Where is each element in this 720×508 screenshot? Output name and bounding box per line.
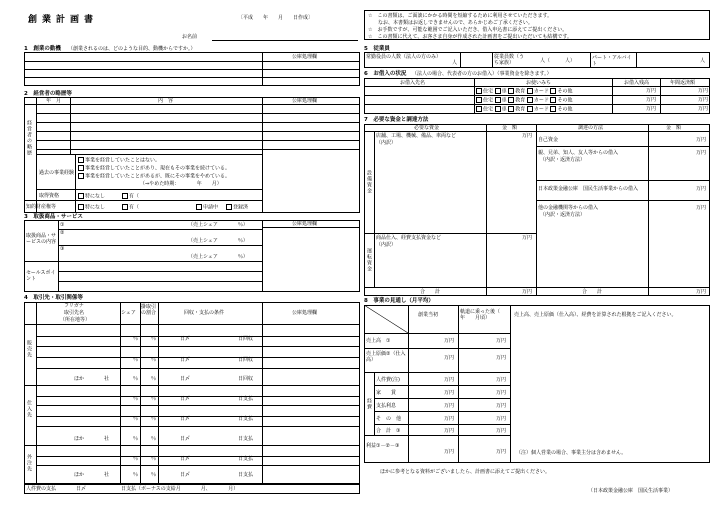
outlook-after-value[interactable]: 万円 xyxy=(496,428,507,434)
capex-label: 設備資金 xyxy=(366,170,372,194)
outlook-row-label: 家 賃 xyxy=(376,390,397,396)
checkbox-icon[interactable] xyxy=(476,97,482,103)
partner-ratio-header: 掛取引の割合 xyxy=(141,304,157,316)
loan-use-row[interactable]: 住宅 車 教育 カード その他 xyxy=(476,97,572,104)
cond-pay[interactable]: 日回収 xyxy=(238,357,254,363)
outlook-start-value[interactable]: 万円 xyxy=(444,355,455,361)
capex-detail: （内訳） xyxy=(376,140,397,146)
partner-office-header: 公庫処理欄 xyxy=(292,310,318,316)
outlook-start-value[interactable]: 万円 xyxy=(444,449,455,455)
family-loan-label: 親、兄弟、知人、友人等からの借入 xyxy=(538,150,619,156)
header-diagonal xyxy=(364,305,408,333)
capex-amount[interactable]: 万円 xyxy=(522,133,533,139)
outlook-after-value[interactable]: 万円 xyxy=(496,403,507,409)
balance-header: お借入残高 xyxy=(624,80,650,86)
ip-none[interactable]: 特になし xyxy=(78,204,105,211)
outlook-after-value[interactable]: 万円 xyxy=(496,377,507,383)
need-amount-header: 金 額 xyxy=(502,125,518,131)
note-line: なお、本書類はお返しできませんので、あらかじめご了承ください。 xyxy=(368,20,533,26)
cond-pay[interactable]: 日支払 xyxy=(238,436,254,442)
ip-label: 知的財産権等 xyxy=(26,204,57,210)
cond-close[interactable]: 日〆 xyxy=(180,376,191,382)
outlook-after-value[interactable]: 万円 xyxy=(496,355,507,361)
officer-count-label: 常勤役員の人数（法人の方のみ） xyxy=(366,54,442,60)
ip-pending[interactable]: 申請中 xyxy=(196,204,218,211)
outlook-start-value[interactable]: 万円 xyxy=(444,338,455,344)
expense-side-label: 経費 xyxy=(366,398,372,410)
outlook-row-label: 売上高 ① xyxy=(366,338,391,344)
share-pct[interactable]: ％ xyxy=(133,416,139,422)
section-7-title: 7 必要な資金と調達方法 xyxy=(364,117,429,123)
source-total-label: 合 計 xyxy=(582,289,603,295)
cond-pay[interactable]: 日支払 xyxy=(238,396,254,402)
opex-desc: 商品仕入、経費支払資金など xyxy=(376,235,442,241)
partner-loc-header: （所在地等） xyxy=(60,317,91,323)
section-6-subtitle: （法人の場合、代表者の方のお借入）（事業資金を除きます。） xyxy=(412,71,552,77)
outsource-group-label: 外注先 xyxy=(26,454,32,472)
product-content-label: 取扱商品・サービスの内容 xyxy=(26,233,57,245)
other-bank-loan-detail: （内訳・返済方法） xyxy=(540,212,586,218)
ratio-pct[interactable]: ％ xyxy=(151,336,157,342)
staff-count-unit[interactable]: 人（ 人） xyxy=(540,58,576,64)
sales-point-label: セールスポイント xyxy=(26,270,56,282)
partner-cond-header: 回収・支払の条件 xyxy=(184,310,225,316)
product-share-3[interactable]: （売上シェア ％） xyxy=(188,254,248,260)
cond-pay[interactable]: 日回収 xyxy=(238,336,254,342)
name-label: お名前 xyxy=(182,34,198,40)
note-line: ☆ この書類に代えて、お客さま自身が作成された計画書をご提出いただいても結構です。 xyxy=(368,34,572,40)
staff-count-label: 従業員数（うち家族） xyxy=(494,54,525,66)
payroll-text: 人件費の支払 日〆 日支払（ボーナスの支給月 月、 月） xyxy=(26,486,239,492)
checkbox-icon[interactable] xyxy=(196,204,202,210)
section-1-subtitle: （創業されるのは、どのような目的、動機からですか。） xyxy=(68,46,196,52)
outlook-after-value[interactable]: 万円 xyxy=(496,416,507,422)
share-pct[interactable]: ％ xyxy=(133,357,139,363)
ratio-pct[interactable]: ％ xyxy=(151,396,157,402)
section-4-title: 4 取引先・取引関係等 xyxy=(24,295,83,301)
qualification-label: 取得資格 xyxy=(39,193,60,199)
checkbox-icon[interactable] xyxy=(527,97,533,103)
jfc-loan-label: 日本政策金融公庫 国民生活事業からの借入 xyxy=(538,186,639,192)
outlook-note: （注）個人営業の場合、事業主分は含めません。 xyxy=(516,450,627,456)
jfc-loan-amount[interactable]: 万円 xyxy=(696,186,707,192)
past-experience-label: 過去の事業経験 xyxy=(39,170,75,176)
product-item-2[interactable]: ② xyxy=(60,230,65,236)
partner-share-header: シェア xyxy=(121,310,136,316)
page-title: 創業計画書 xyxy=(28,15,99,25)
outlook-after-value[interactable]: 万円 xyxy=(496,390,507,396)
cond-close[interactable]: 日〆 xyxy=(180,416,191,422)
loan-balance[interactable]: 万円 xyxy=(646,88,657,94)
note-line: ☆ この書類は、ご面談にかかる時間を短縮するために利用させていただきます。 xyxy=(368,13,553,19)
past-option-1[interactable]: 事業を経営していたことはない。 xyxy=(78,157,160,164)
checkbox-icon[interactable] xyxy=(550,97,556,103)
cond-pay[interactable]: 日支払 xyxy=(238,472,254,478)
family-loan-amount[interactable]: 万円 xyxy=(696,150,707,156)
outlook-after-value[interactable]: 万円 xyxy=(496,449,507,455)
notes-box xyxy=(364,10,710,40)
annual-payment-header: 年間返済額 xyxy=(670,80,696,86)
use-header: お使いみち xyxy=(526,80,552,86)
opex-label: 運転資金 xyxy=(366,248,372,272)
part-time-unit[interactable]: 人 xyxy=(700,58,706,64)
career-office-header: 公庫処理欄 xyxy=(292,98,318,104)
need-total-label: 合 計 xyxy=(420,289,441,295)
after-header: 軌道に乗った後（ 年 月頃） xyxy=(460,309,511,321)
start-header: 創業当初 xyxy=(418,312,439,318)
source-header: 調達の方法 xyxy=(578,125,604,131)
checkbox-icon[interactable] xyxy=(495,106,501,112)
section-5-title: 5 従業員 xyxy=(364,46,390,52)
other-count[interactable]: ほか 社 xyxy=(74,436,110,442)
share-pct[interactable]: ％ xyxy=(133,376,139,382)
footer-org: （日本政策金融公庫 国民生活事業） xyxy=(588,488,674,494)
loan-payment[interactable]: 万円 xyxy=(698,88,709,94)
ratio-pct[interactable]: ％ xyxy=(151,357,157,363)
cond-close[interactable]: 日〆 xyxy=(180,357,191,363)
loan-payment[interactable]: 万円 xyxy=(698,97,709,103)
checkbox-icon[interactable] xyxy=(226,204,232,210)
checkbox-icon[interactable] xyxy=(508,97,514,103)
checkbox-icon[interactable] xyxy=(508,106,514,112)
loan-use-row[interactable]: 住宅 車 教育 カード その他 xyxy=(476,88,572,95)
partner-kana-header: フリガナ xyxy=(64,303,84,309)
checkbox-icon[interactable] xyxy=(78,204,84,210)
opex-detail: （内訳） xyxy=(376,242,397,248)
ratio-pct[interactable]: ％ xyxy=(151,416,157,422)
funds-box xyxy=(364,124,710,296)
other-count[interactable]: ほか 社 xyxy=(74,472,110,478)
outlook-start-value[interactable]: 万円 xyxy=(444,390,455,396)
other-count[interactable]: ほか 社 xyxy=(74,376,110,382)
qualification-none[interactable]: 特になし xyxy=(78,193,105,200)
loan-balance[interactable]: 万円 xyxy=(646,106,657,112)
cond-close[interactable]: 日〆 xyxy=(180,456,191,462)
checkbox-icon[interactable] xyxy=(78,165,84,171)
checkbox-icon[interactable] xyxy=(78,173,84,179)
cond-close[interactable]: 日〆 xyxy=(180,436,191,442)
share-pct[interactable]: ％ xyxy=(133,396,139,402)
partner-name-header: 取引先名 xyxy=(64,310,85,316)
outlook-row-label: 売上原価②（仕入高） xyxy=(366,351,406,363)
sales-group-label: 販売先 xyxy=(26,340,32,358)
outlook-start-value[interactable]: 万円 xyxy=(444,416,455,422)
cond-close[interactable]: 日〆 xyxy=(180,472,191,478)
officer-count-unit[interactable]: 人 xyxy=(452,60,458,66)
outlook-start-value[interactable]: 万円 xyxy=(444,403,455,409)
section-3-title: 3 取扱商品・サービス xyxy=(24,214,83,220)
career-year-header: 年 月 xyxy=(46,98,62,104)
lender-header: お借入先名 xyxy=(400,80,426,86)
basis-header: 売上高、売上原価（仕入高）、経費を計算された根拠をご記入ください。 xyxy=(514,312,677,318)
cond-pay[interactable]: 日支払 xyxy=(238,416,254,422)
family-loan-detail: （内訳・返済方法） xyxy=(540,157,586,163)
checkbox-icon[interactable] xyxy=(550,88,556,94)
checkbox-icon[interactable] xyxy=(495,97,501,103)
ratio-pct[interactable]: ％ xyxy=(151,436,157,442)
section-8-title: 8 事業の見通し（月平均） xyxy=(364,298,434,304)
source-amount-header: 金 額 xyxy=(666,125,682,131)
outlook-row-label: 支払利息 xyxy=(376,403,397,409)
product-office-header: 公庫処理欄 xyxy=(292,221,318,227)
ratio-pct[interactable]: ％ xyxy=(151,376,157,382)
ip-yes[interactable]: 有（ xyxy=(122,204,139,211)
section-6-title: 6 お借入の状況 xyxy=(364,71,407,77)
qualification-yes[interactable]: 有（ xyxy=(122,193,139,200)
section-1-title: 1 創業の動機 xyxy=(24,46,61,52)
loan-balance[interactable]: 万円 xyxy=(646,97,657,103)
product-share-1[interactable]: （売上シェア ％） xyxy=(188,222,248,228)
checkbox-icon[interactable] xyxy=(476,88,482,94)
outlook-start-value[interactable]: 万円 xyxy=(444,428,455,434)
purchase-group-label: 仕入先 xyxy=(26,400,32,418)
checkbox-icon[interactable] xyxy=(78,157,84,163)
share-pct[interactable]: ％ xyxy=(133,336,139,342)
outlook-start-value[interactable]: 万円 xyxy=(444,377,455,383)
product-item-3[interactable]: ③ xyxy=(60,246,65,252)
past-option-3[interactable]: 事業を経営していたことがあるが、既にその事業をやめている。 xyxy=(78,173,230,180)
product-item-1[interactable]: ① xyxy=(60,222,65,228)
cond-close[interactable]: 日〆 xyxy=(180,336,191,342)
capex-desc: 店舗、工場、機械、備品、車両など xyxy=(376,133,457,139)
quit-period[interactable]: （⇒やめた時期： 年 月） xyxy=(140,181,222,187)
other-bank-loan-amount[interactable]: 万円 xyxy=(696,205,707,211)
share-pct[interactable]: ％ xyxy=(133,456,139,462)
career-side-label: 経営者の略歴 xyxy=(26,120,32,156)
outlook-row-label: 合 計 ③ xyxy=(376,428,401,434)
checkbox-icon[interactable] xyxy=(122,193,128,199)
checkbox-icon[interactable] xyxy=(495,88,501,94)
loan-payment[interactable]: 万円 xyxy=(698,106,709,112)
part-time-label: パート・アルバイト xyxy=(592,55,632,67)
career-content-header: 内 容 xyxy=(158,98,174,104)
other-bank-loan-label: 他の金融機関等からの借入 xyxy=(538,205,599,211)
checkbox-icon[interactable] xyxy=(527,106,533,112)
need-total-amount[interactable]: 万円 xyxy=(522,289,533,295)
section-2-title: 2 経営者の略歴等 xyxy=(24,91,72,97)
own-funds-amount[interactable]: 万円 xyxy=(696,137,707,143)
outlook-box xyxy=(364,305,710,463)
cond-pay[interactable]: 日支払 xyxy=(238,456,254,462)
outlook-row-label: 人件費(注) xyxy=(376,377,400,383)
checkbox-icon[interactable] xyxy=(476,106,482,112)
ratio-pct[interactable]: ％ xyxy=(151,472,157,478)
checkbox-icon[interactable] xyxy=(550,106,556,112)
checkbox-icon[interactable] xyxy=(508,88,514,94)
outlook-row-label: そ の 他 xyxy=(376,416,402,422)
note-line: ☆ お手数ですが、可能な範囲でご記入いただき、借入申込書に添えてご提出ください。 xyxy=(368,27,568,33)
past-option-2[interactable]: 事業を経営していたことがあり、現在もその事業を続けている。 xyxy=(78,165,230,172)
outlook-after-value[interactable]: 万円 xyxy=(496,338,507,344)
creation-date[interactable]: 〔平成 年 月 日作成〕 xyxy=(238,15,314,21)
outlook-row-label: 利益①－②－③ xyxy=(366,443,400,449)
own-funds-label: 自己資金 xyxy=(538,137,559,143)
checkbox-icon[interactable] xyxy=(78,193,84,199)
ip-registered[interactable]: 登録済 xyxy=(226,204,248,211)
checkbox-icon[interactable] xyxy=(527,88,533,94)
checkbox-icon[interactable] xyxy=(122,204,128,210)
footer-note: ほかに参考となる資料がございましたら、計画書に添えてご提出ください。 xyxy=(380,469,551,475)
product-share-2[interactable]: （売上シェア ％） xyxy=(188,238,248,244)
ratio-pct[interactable]: ％ xyxy=(151,456,157,462)
source-total-amount[interactable]: 万円 xyxy=(696,289,707,295)
share-pct[interactable]: ％ xyxy=(133,472,139,478)
opex-amount[interactable]: 万円 xyxy=(522,235,533,241)
office-use-header: 公庫処理欄 xyxy=(292,54,318,60)
cond-pay[interactable]: 日回収 xyxy=(238,376,254,382)
cond-close[interactable]: 日〆 xyxy=(180,396,191,402)
share-pct[interactable]: ％ xyxy=(133,436,139,442)
need-header: 必要な資金 xyxy=(414,125,440,131)
loan-use-row[interactable]: 住宅 車 教育 カード その他 xyxy=(476,106,572,113)
